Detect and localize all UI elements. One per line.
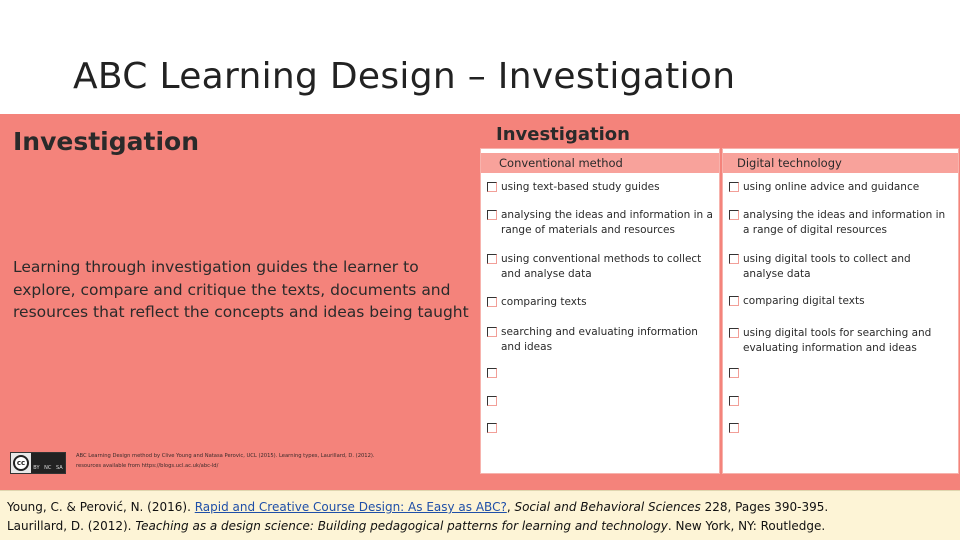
checkbox[interactable] <box>487 297 497 307</box>
item-label: comparing digital texts <box>743 295 865 307</box>
item-label: using text-based study guides <box>501 181 660 193</box>
checklist-item[interactable] <box>487 180 715 195</box>
checklist-item[interactable] <box>487 325 715 354</box>
checklist-item[interactable] <box>729 294 954 309</box>
checklist-item[interactable] <box>487 295 715 310</box>
card-heading: Investigation <box>13 127 200 156</box>
license-text <box>76 451 396 471</box>
checkbox[interactable] <box>487 327 497 337</box>
checkbox[interactable] <box>729 210 739 220</box>
checkbox[interactable] <box>729 368 739 378</box>
reference-link[interactable]: Rapid and Creative Course Design: As Easy as ABC? <box>194 500 507 514</box>
checklist-item[interactable] <box>487 394 715 406</box>
checkbox[interactable] <box>729 396 739 406</box>
reference-laurillard <box>7 517 952 536</box>
checklist-item[interactable] <box>729 180 954 195</box>
checklist-item[interactable] <box>729 421 954 433</box>
reference-book-title: Teaching as a design science: Building pedagogical patterns for learning and technology <box>135 519 668 533</box>
reference-young-perovic <box>7 498 952 517</box>
checkbox[interactable] <box>729 182 739 192</box>
checkbox[interactable] <box>487 368 497 378</box>
card-description: Learning through investigation guides the learner to explore, compare and critique the texts, documents and resources that reflect the concepts and ideas being taught <box>13 258 469 321</box>
reference-authors: Laurillard, D. (2012). <box>7 519 136 533</box>
checklist-item[interactable] <box>487 366 715 378</box>
checkbox[interactable] <box>487 254 497 264</box>
checkbox[interactable] <box>729 328 739 338</box>
license-term: NC <box>44 465 52 471</box>
checklist-item[interactable] <box>729 366 954 378</box>
checklist-item[interactable] <box>487 252 715 281</box>
investigation-card <box>0 114 960 490</box>
conventional-method-column <box>480 148 720 474</box>
slide-title: ABC Learning Design – Investigation <box>73 56 736 97</box>
reference-authors: Young, C. & Perović, N. (2016). <box>7 500 195 514</box>
license-term: BY <box>33 465 40 471</box>
reference-journal: Social and Behavioral Sciences <box>514 500 701 514</box>
item-label: analysing the ideas and information in a range of digital resources <box>743 209 946 236</box>
checklist-item[interactable] <box>729 394 954 406</box>
checkbox[interactable] <box>729 423 739 433</box>
item-label: comparing texts <box>501 296 587 308</box>
item-label: using digital tools for searching and evaluating information and ideas <box>743 327 932 354</box>
creative-commons-icon: cc <box>13 455 29 471</box>
checkbox[interactable] <box>487 396 497 406</box>
license-line: ABC Learning Design method by Clive Young and Natasa Perovic, UCL (2015). Learning types, Laurillard, D. (2012). <box>76 453 375 459</box>
checklist-item[interactable] <box>487 208 715 237</box>
reference-details: . New York, NY: Routledge. <box>667 519 826 533</box>
references-box <box>0 490 960 540</box>
checklist-item[interactable] <box>729 208 954 237</box>
license-line: resources available from https://blogs.ucl.ac.uk/abc-ld/ <box>76 463 219 469</box>
digital-technology-column <box>722 148 959 474</box>
cc-license-badge <box>10 452 66 474</box>
checkbox[interactable] <box>487 182 497 192</box>
checklist-item[interactable] <box>729 326 954 355</box>
item-label: searching and evaluating information and ideas <box>501 326 698 353</box>
checkbox[interactable] <box>487 423 497 433</box>
checklist-item[interactable] <box>729 252 954 281</box>
license-terms <box>31 453 65 473</box>
checkbox[interactable] <box>729 254 739 264</box>
checkbox[interactable] <box>729 296 739 306</box>
column-header-conventional: Conventional method <box>481 151 719 173</box>
reference-separator: , <box>506 500 515 514</box>
checkbox[interactable] <box>487 210 497 220</box>
item-label: using conventional methods to collect and analyse data <box>501 253 702 280</box>
item-label: analysing the ideas and information in a range of materials and resources <box>501 209 713 236</box>
panel-title: Investigation <box>496 124 630 145</box>
checklist-item[interactable] <box>487 421 715 433</box>
reference-details: 228, Pages 390-395. <box>700 500 829 514</box>
item-label: using digital tools to collect and analyse data <box>743 253 911 280</box>
column-header-digital: Digital technology <box>723 151 958 173</box>
license-term: SA <box>55 465 63 471</box>
item-label: using online advice and guidance <box>743 181 920 193</box>
